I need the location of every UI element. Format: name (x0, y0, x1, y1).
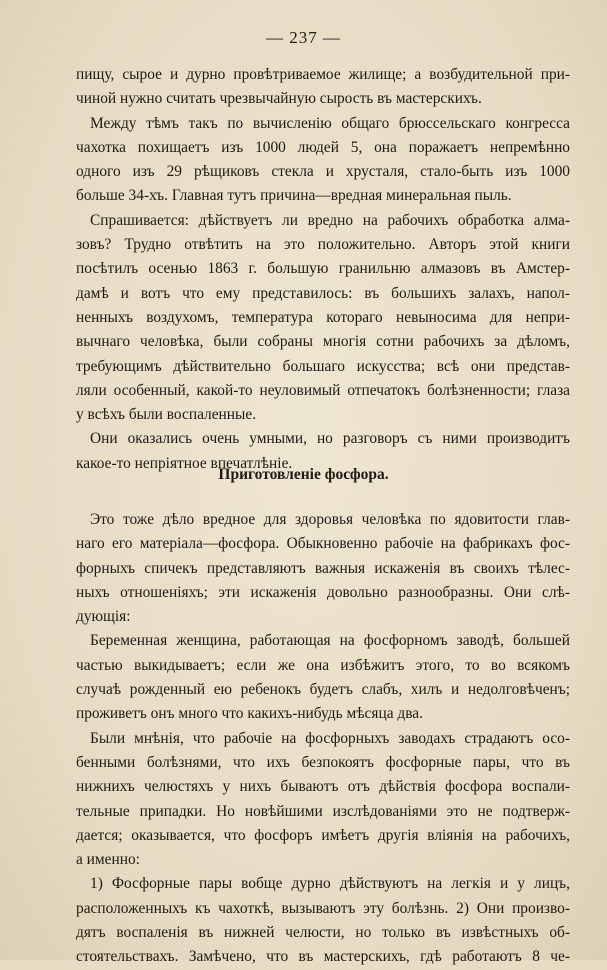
text-block-phosphorus (76, 508, 570, 970)
page-number: — 237 — (266, 28, 341, 47)
text-line: у всѣхъ были воспаленные. (76, 406, 257, 424)
section-heading: Приготовленіе фосфора. (218, 466, 389, 483)
text-line: какое-то непріятное впечатлѣніе. (76, 454, 293, 472)
text-line: форныхъ спичекъ представляютъ важныя искаженія въ своихъ тѣлес- (76, 559, 570, 577)
text-line: Это тоже дѣло вредное для здоровья человѣка по ядовитости глав- (90, 511, 570, 528)
text-line: пищу, сырое и дурно провѣтриваемое жилище; а возбудительной при- (76, 66, 570, 83)
text-line: Они оказались очень умными, но разговоръ съ ними производитъ (90, 430, 570, 448)
text-line: одного изъ 29 рѣщиковъ стекла и хрусталя, стало-быть изъ 1000 (76, 163, 570, 181)
text-line: бенными болѣзнями, что ихъ безпокоятъ фосфорные пары, что въ (76, 753, 570, 771)
text-line: нижнихъ челюстяхъ у нихъ бываютъ отъ дѣйствія фосфора воспали- (76, 778, 570, 796)
text-line: чахотка похищаетъ изъ 1000 людей 5, она поражаетъ непремѣнно (76, 138, 570, 156)
text-line: дамѣ и вотъ что ему представилось: въ большихъ залахъ, напол- (76, 284, 570, 302)
text-line: требующимъ дѣйствительно большаго искусства; всѣ они представ- (76, 357, 570, 375)
text-line: Были мнѣнія, что рабочіе на фосфорныхъ заводахъ страдаютъ осо- (90, 729, 570, 747)
text-line: Между тѣмъ такъ по вычисленію общаго брюссельскаго конгресса (90, 114, 570, 132)
text-block-intro (76, 63, 570, 476)
text-line: наго его матеріала—фосфора. Обыкновенно рабочіе на фабрикахъ фос- (76, 535, 570, 553)
text-line: частью выкидываетъ; если же она избѣжитъ этого, то во всякомъ (76, 656, 570, 674)
text-line: больше 34-хъ. Главная тутъ причина—вредная минеральная пыль. (76, 187, 512, 205)
text-line: дается; оказывается, что фосфоръ имѣетъ другія вліянія на рабочихъ, (76, 826, 570, 844)
text-line: тельные припадки. Но новѣйшими изслѣдованіями это не подтверж- (76, 802, 570, 820)
text-line: стоятельствахъ. Замѣчено, что въ мастерскихъ, гдѣ работаютъ 8 че- (76, 948, 570, 966)
text-line: 1) Фосфорные пары вобще дурно дѣйствуютъ на легкія и у лицъ, (90, 875, 570, 893)
text-line: дующія: (76, 608, 131, 626)
text-line: чиной нужно считать чрезвычайную сырость въ мастерскихъ. (76, 90, 482, 108)
text-line: ненныхъ воздухомъ, температура котораго невыносима для непри- (76, 308, 570, 326)
text-line: посѣтилъ осенью 1863 г. большую гранильню алмазовъ въ Амстер- (76, 260, 570, 278)
text-line: ляли особенный, какой-то неуловимый отпечатокъ болѣзненности; глаза (76, 381, 570, 399)
text-line: случаѣ рожденный ею ребенокъ будетъ слабъ, хилъ и недолговѣченъ; (76, 681, 570, 699)
text-line: проживетъ онъ много что какихъ-нибудь мѣсяца два. (76, 705, 423, 723)
text-line: Спрашивается: дѣйствуетъ ли вредно на рабочихъ обработка алма- (90, 211, 570, 229)
text-line: а именно: (76, 851, 140, 869)
text-line: вычнаго человѣка, были собраны многія сотни рабочихъ за дѣломъ, (76, 333, 570, 351)
text-line: Беременная женщина, работающая на фосфорномъ заводѣ, большей (90, 632, 570, 650)
text-line: зовъ? Трудно отвѣтить на это положительно. Авторъ этой книги (76, 236, 570, 254)
text-line: ныхъ отношеніяхъ; эти искаженія довольно разнообразны. Они слѣ- (76, 583, 570, 601)
text-line: расположенныхъ къ чахоткѣ, вызываютъ эту болѣзнь. 2) Они произво- (76, 899, 570, 917)
text-line: дятъ воспаленія въ нижней челюсти, но только въ извѣстныхъ об- (76, 924, 570, 942)
